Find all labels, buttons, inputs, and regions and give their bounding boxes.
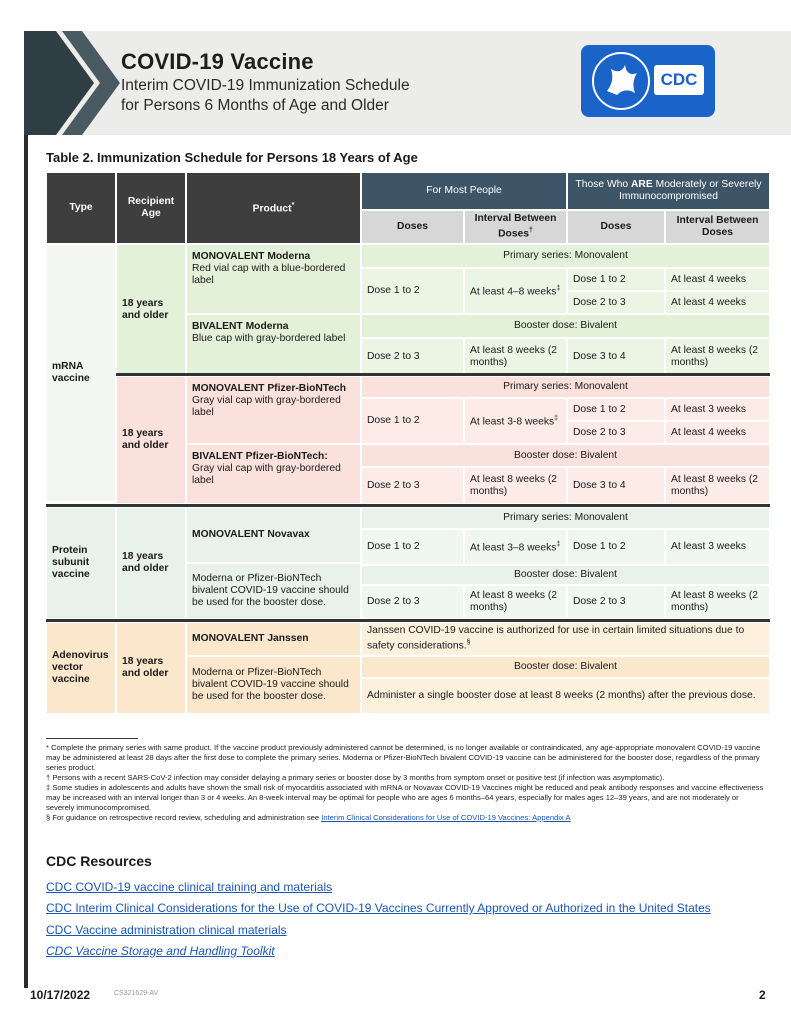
product-protein-booster: Moderna or Pfizer-BioNTech bivalent COVID-19 vaccine should be used for the booster dose. bbox=[186, 563, 361, 619]
product-novavax: MONOVALENT Novavax bbox=[186, 507, 361, 563]
janssen-note: Janssen COVID-19 vaccine is authorized for use in certain limited situations due to safety considerations.§ bbox=[361, 622, 770, 656]
resources-title: CDC Resources bbox=[46, 853, 152, 869]
page-number: 2 bbox=[759, 988, 766, 1002]
moderna-ic-dose1: Dose 1 to 2 bbox=[567, 268, 665, 291]
protein-ic-interval: At least 3 weeks bbox=[665, 529, 770, 565]
product-janssen: MONOVALENT Janssen bbox=[186, 622, 361, 656]
protein-primary-interval: At least 3–8 weeks‡ bbox=[464, 529, 567, 565]
resource-link-training[interactable]: CDC COVID-19 vaccine clinical training and materials bbox=[46, 880, 333, 894]
pfizer-ic-interval2: At least 4 weeks bbox=[665, 421, 770, 444]
footnote-section: § For guidance on retrospective record review, scheduling and administration see Interim Clinical Considerations for Use of COVID-19 Vaccines: Appendix A bbox=[46, 813, 571, 822]
moderna-primary-series: Primary series: Monovalent bbox=[361, 244, 770, 268]
header-product: Product* bbox=[186, 172, 361, 244]
header-immunocompromised: Those Who ARE Moderately or Severely Immunocompromised bbox=[567, 172, 770, 210]
moderna-booster-interval: At least 8 weeks (2 months) bbox=[464, 338, 567, 375]
header-doses: Doses bbox=[361, 210, 464, 244]
protein-booster: Booster dose: Bivalent bbox=[361, 565, 770, 585]
product-moderna-monovalent: MONOVALENT Moderna Red vial cap with a blue-bordered label bbox=[186, 244, 361, 314]
header-doses-ic: Doses bbox=[567, 210, 665, 244]
pfizer-booster: Booster dose: Bivalent bbox=[361, 444, 770, 467]
resource-link-storage-toolkit[interactable]: CDC Vaccine Storage and Handling Toolkit bbox=[46, 943, 275, 958]
adenovirus-booster-note: Administer a single booster dose at least 8 weeks (2 months) after the previous dose. bbox=[361, 678, 770, 714]
left-rule bbox=[24, 38, 28, 988]
chevron-graphic bbox=[24, 31, 124, 135]
pfizer-ic-dose2: Dose 2 to 3 bbox=[567, 421, 665, 444]
footer-date: 10/17/2022 bbox=[30, 988, 91, 1002]
footnote-star: * Complete the primary series with same product. If the vaccine product previously administered cannot be determined, is no longer available or contraindicated, any age-appropriate monovalent COVID-19 vaccine may be administered at least 28 days after the first dose to complete the primary series. Moderna or Pfizer-BioNTech bivalent COVID-19 vaccine can be administered for the booster dose, regardless of the primary series product. bbox=[46, 743, 761, 772]
product-moderna-bivalent: BIVALENT Moderna Blue cap with gray-bordered label bbox=[186, 314, 361, 375]
moderna-booster-dose: Dose 2 to 3 bbox=[361, 338, 464, 375]
protein-ic-booster-dose: Dose 2 to 3 bbox=[567, 585, 665, 619]
resources-list bbox=[46, 877, 711, 962]
moderna-primary-dose: Dose 1 to 2 bbox=[361, 268, 464, 314]
header-interval: Interval Between Doses† bbox=[464, 210, 567, 244]
pfizer-ic-dose1: Dose 1 to 2 bbox=[567, 398, 665, 421]
header-interval-ic: Interval Between Doses bbox=[665, 210, 770, 244]
moderna-ic-booster-interval: At least 8 weeks (2 months) bbox=[665, 338, 770, 375]
resource-link-clinical-considerations[interactable]: CDC Interim Clinical Considerations for the Use of COVID-19 Vaccines Currently Approved or Authorized in the United States bbox=[46, 901, 711, 916]
page-title: COVID-19 Vaccine bbox=[121, 49, 314, 74]
cdc-logo: CDC bbox=[654, 65, 704, 95]
hhs-seal-icon bbox=[591, 51, 651, 111]
moderna-ic-interval1: At least 4 weeks bbox=[665, 268, 770, 291]
header-most-people: For Most People bbox=[361, 172, 567, 210]
pfizer-primary-dose: Dose 1 to 2 bbox=[361, 398, 464, 444]
pfizer-ic-booster-interval: At least 8 weeks (2 months) bbox=[665, 467, 770, 504]
header-type: Type bbox=[46, 172, 116, 244]
page-subtitle: Interim COVID-19 Immunization Schedule for Persons 6 Months of Age and Older bbox=[121, 77, 410, 114]
footnote-rule bbox=[46, 738, 138, 739]
footnote-dagger: † Persons with a recent SARS-CoV-2 infection may consider delaying a primary series or booster dose by 3 months from symptom onset or positive test (if infection was asymptomatic). bbox=[46, 773, 665, 782]
pfizer-primary-series: Primary series: Monovalent bbox=[361, 376, 770, 398]
adenovirus-booster: Booster dose: Bivalent bbox=[361, 656, 770, 678]
moderna-ic-booster-dose: Dose 3 to 4 bbox=[567, 338, 665, 375]
age-moderna: 18 years and older bbox=[116, 244, 186, 375]
table-title: Table 2. Immunization Schedule for Persons 18 Years of Age bbox=[46, 150, 418, 165]
age-pfizer: 18 years and older bbox=[116, 376, 186, 504]
resource-link-administration[interactable]: CDC Vaccine administration clinical materials bbox=[46, 922, 287, 937]
schedule-table bbox=[46, 172, 770, 714]
moderna-booster: Booster dose: Bivalent bbox=[361, 314, 770, 338]
protein-ic-dose: Dose 1 to 2 bbox=[567, 529, 665, 565]
moderna-primary-interval: At least 4–8 weeks‡ bbox=[464, 268, 567, 314]
age-adenovirus: 18 years and older bbox=[116, 622, 186, 714]
age-protein: 18 years and older bbox=[116, 507, 186, 619]
type-adenovirus: Adenovirus vector vaccine bbox=[46, 622, 116, 714]
pfizer-booster-interval: At least 8 weeks (2 months) bbox=[464, 467, 567, 504]
moderna-ic-interval2: At least 4 weeks bbox=[665, 291, 770, 314]
protein-booster-dose: Dose 2 to 3 bbox=[361, 585, 464, 619]
protein-ic-booster-interval: At least 8 weeks (2 months) bbox=[665, 585, 770, 619]
product-adenovirus-booster: Moderna or Pfizer-BioNTech bivalent COVID-19 vaccine should be used for the booster dose. bbox=[186, 656, 361, 714]
footnote-double-dagger: ‡ Some studies in adolescents and adults have shown the small risk of myocarditis associated with mRNA or Novavax COVID-19 Vaccines might be reduced and peak antibody responses and vaccine effectiveness may be increased with an interval longer than 3 or 4 weeks. An 8-week interval may be optimal for people who are ages 6 months–64 years, especially for males ages 12–39 years, and are not moderately or severely immunocompromised. bbox=[46, 783, 764, 812]
type-mrna: mRNA vaccine bbox=[46, 244, 116, 502]
appendix-a-link[interactable]: Interim Clinical Considerations for Use of COVID-19 Vaccines: Appendix A bbox=[321, 813, 571, 822]
protein-primary-series: Primary series: Monovalent bbox=[361, 507, 770, 529]
header-recipient-age: Recipient Age bbox=[116, 172, 186, 244]
pfizer-booster-dose: Dose 2 to 3 bbox=[361, 467, 464, 504]
product-pfizer-monovalent: MONOVALENT Pfizer-BioNTech Gray vial cap with gray-bordered label bbox=[186, 376, 361, 444]
footer-code: CS321629-AV bbox=[114, 990, 159, 997]
moderna-ic-dose2: Dose 2 to 3 bbox=[567, 291, 665, 314]
product-pfizer-bivalent: BIVALENT Pfizer-BioNTech: Gray vial cap with gray-bordered label bbox=[186, 444, 361, 504]
pfizer-primary-interval: At least 3-8 weeks‡ bbox=[464, 398, 567, 444]
protein-primary-dose: Dose 1 to 2 bbox=[361, 529, 464, 565]
protein-booster-interval: At least 8 weeks (2 months) bbox=[464, 585, 567, 619]
pfizer-ic-interval1: At least 3 weeks bbox=[665, 398, 770, 421]
pfizer-ic-booster-dose: Dose 3 to 4 bbox=[567, 467, 665, 504]
footnotes bbox=[46, 743, 764, 823]
type-protein-subunit: Protein subunit vaccine bbox=[46, 507, 116, 619]
